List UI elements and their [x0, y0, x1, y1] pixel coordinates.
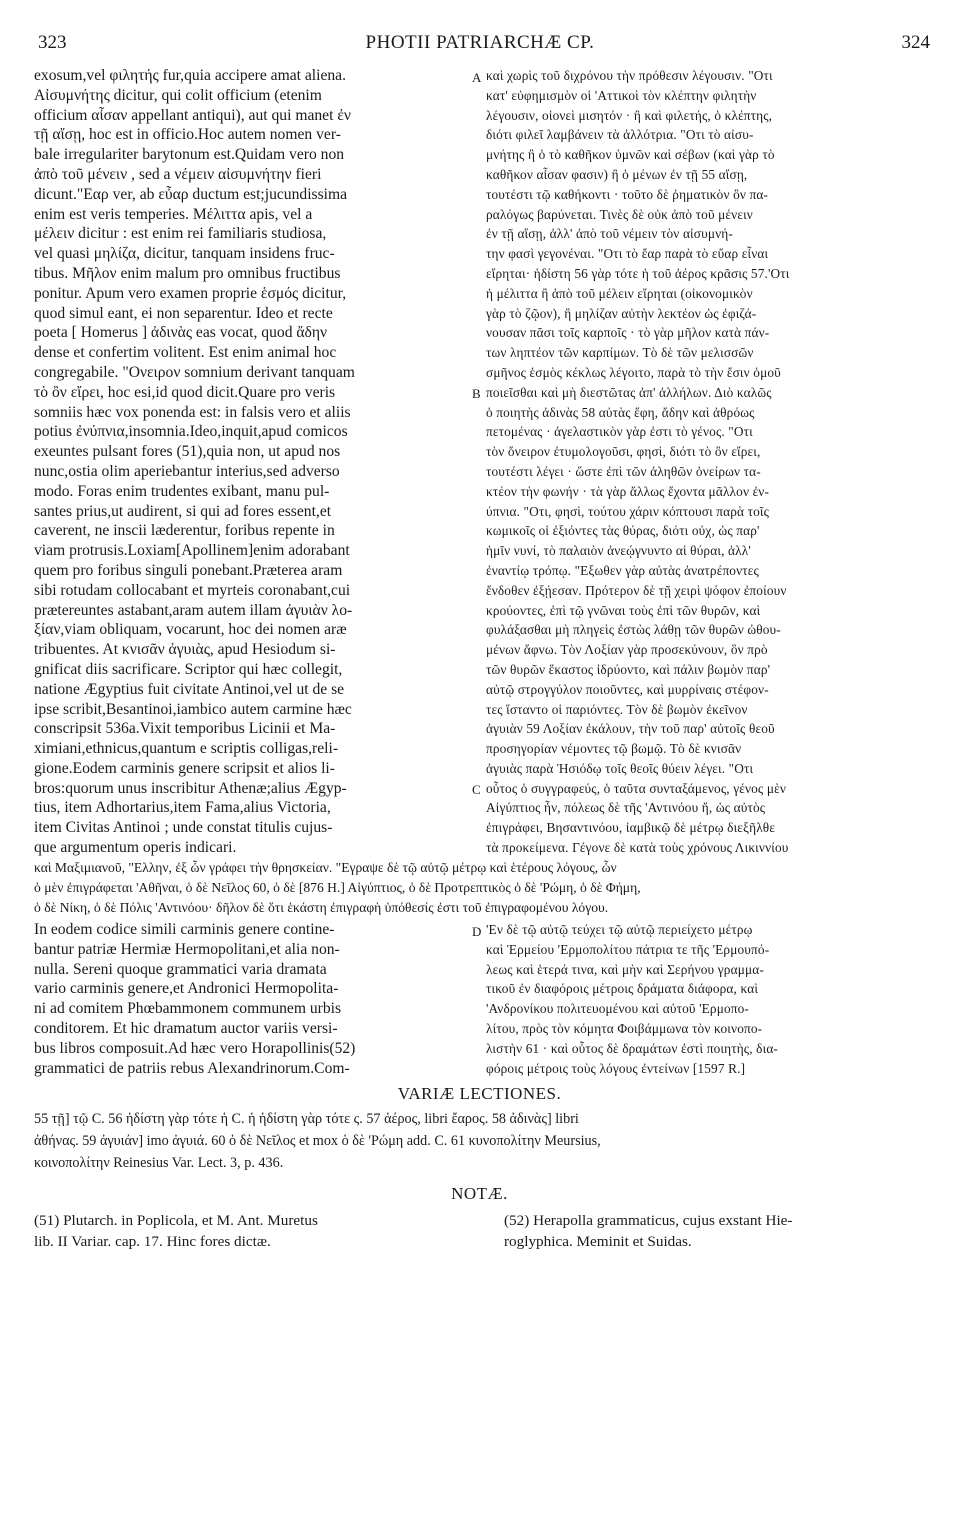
latin-line-6: ἀπὸ τοῦ μένειν , sed a νέμειν αἰσυμνήτην fieri	[34, 165, 322, 183]
greek-line-18: ὁ ποιητὴς ἀδινὰς 58 αὐτὰς ἔφη, ἄδην καὶ ἀθρόως	[486, 404, 755, 420]
latin-line-7: dicunt."Εαρ ver, ab εὖαρ ductum est;jucundissima	[34, 185, 348, 203]
latin-line-12: ponitur. Apum vero examen proprie ἑσμός dicitur,	[34, 284, 347, 302]
greek-line-26: ἐναντίῳ τρόπῳ. "Εξωθεν γὰρ αὐτὰς ἀνατρέποντες	[486, 562, 759, 578]
note-left-line-2: lib. II Variar. cap. 17. Hinc fores dictæ.	[34, 1233, 271, 1250]
greek-bottom-line-4: τικοῦ ἐν διαφόροις μέτροις δράματα διάφορα, καὶ	[486, 981, 759, 997]
latin-line-3: officium αἶσαν appellant antiqui), aut qui manet ἐν	[34, 106, 351, 124]
greek-line-19: πετομένας · ἀγελαστικὸν γὰρ ἐστι τὸ γένος. "Οτι	[486, 424, 753, 440]
latin-line-20: exeuntes pulsant fores (51),quia non, ut apud nos	[34, 443, 341, 461]
full-width-line-2: ὁ μὲν ἐπιγράφεται 'Αθῆναι, ὁ δὲ Νεῖλος 60, ὁ δὲ [876 H.] Αἰγύπτιος, ὁ δὲ Προτρεπτικὸς ὁ δὲ 'Ρώμη, ὁ δὲ Φήμη,	[34, 880, 641, 895]
greek-bottom-line-5: 'Ανδρονίκου πολιτευομένου καὶ αὐτοῦ 'Ερμοπο-	[486, 1001, 750, 1017]
greek-column-top	[486, 66, 926, 858]
greek-line-17: ποιεῖσθαι καὶ μὴ διεστῶτας ἀπ' ἀλλήλων. Διὸ καλῶς	[486, 384, 772, 400]
note-right	[504, 1210, 926, 1252]
latin-line-29: ξίαν,viam obliquam, vocarunt, hoc dei nomen aræ	[34, 621, 347, 639]
greek-line-25: ἡμῖν νυνί, τὸ παλαιὸν ἀνεῴγνυντο αἱ θύραι, ἀλλ'	[486, 543, 751, 559]
greek-line-31: τῶν θυρῶν ἕκαστος ἱδρύοντο, καὶ πάλιν βωμὸν παρ'	[486, 661, 771, 677]
greek-bottom-line-8: φόροις μέτροις τοὺς λόγους ἐντείνων [1597 R.]	[486, 1060, 746, 1076]
latin-line-36: gione.Eodem carminis genere scripsit et alios li-	[34, 759, 335, 777]
latin-bottom-line-3: nulla. Sereni quoque grammatici varia dramata	[34, 960, 327, 978]
section-marker-a: A	[472, 70, 482, 85]
section-marker-d: D	[472, 924, 482, 939]
full-width-greek	[34, 858, 926, 918]
greek-line-16: σμῆνος ἑσμὸς κέκλως λέγοιτο, παρὰ τὸ τὴν ἔσιν ὁμοῦ	[486, 364, 781, 380]
greek-line-37: οὗτος ὁ συγγραφεύς, ὁ ταῦτα συνταξάμενος, γένος μὲν	[486, 780, 786, 796]
latin-line-11: tibus. Μῆλον enim malum pro omnibus fructibus	[34, 264, 341, 282]
greek-line-36: ἀγυιὰς παρὰ Ἡσιόδῳ τοῖς θεοῖς θύειν λέγει. "Οτι	[486, 760, 754, 776]
greek-line-28: κρούοντες, ἐπὶ τῷ γνῶναι τοὺς ἐπὶ τῶν θυρῶν, καὶ	[486, 602, 761, 618]
latin-line-28: prætereuntes astabant,aram autem illam ἀγυιὰν λο-	[34, 601, 353, 619]
greek-line-7: τουτέστι τῷ καθήκοντι · τοῦτο δὲ ῥηματικὸν ὂν πα-	[486, 186, 769, 202]
greek-line-32: αὐτῷ στρογγύλον ποιοῦντες, καὶ μυρρίναις στέφον-	[486, 681, 769, 697]
variae-line-3: κοινοπολίτην Reinesius Var. Lect. 3, p. 436.	[34, 1155, 284, 1171]
latin-line-40: que argumentum operis indicari.	[34, 839, 237, 857]
section-marker-b: B	[472, 386, 481, 401]
latin-line-25: viam protrusis.Loxiam[Apollinem]enim adorabant	[34, 542, 350, 560]
latin-line-39: item Civitas Antinoi ; unde constat titulis cujus-	[34, 819, 333, 837]
variae-line-2: ἀθήνας. 59 ἀγυιάν] imo ἀγυιά. 60 ὁ δὲ Νεῖλος et mox ὁ δὲ 'Ρώμη add. C. 61 κυνοπολίτην Meursius,	[34, 1133, 601, 1149]
latin-line-27: sibi rotudam collocabant et myrteis coronabant,cui	[34, 581, 351, 599]
latin-line-15: dense et confertim volitent. Est enim animal hoc	[34, 344, 337, 362]
latin-line-17: τὸ ὂν εἴρει, hoc esi,id quod dicit.Quare pro veris	[34, 383, 336, 401]
latin-bottom-line-1: In eodem codice simili carminis genere contine-	[34, 921, 335, 938]
greek-line-23: ύπνια. "Οτι, φησὶ, τούτου χάριν κόπτουσι παρὰ τοῖς	[486, 503, 770, 519]
greek-line-1: καὶ χωρὶς τοῦ διχρόνου τὴν πρόθεσιν λέγουσιν. "Οτι	[486, 68, 773, 83]
greek-line-24: κωμικοῖς οἱ ἐξιόντες τὰς θύρας, διότι οὐχ, ὡς παρ'	[486, 523, 760, 539]
greek-line-4: διότι φιλεῖ λαμβάνειν τὰ ἀλλότρια. "Οτι τὸ αἰσυ-	[486, 127, 754, 143]
latin-bottom-line-7: bus libros composuit.Ad hæc vero Horapollinis(52)	[34, 1039, 356, 1057]
latin-line-2: Αἰσυμνήτης dicitur, qui colit officium (etenim	[34, 86, 322, 104]
latin-line-1: exosum,vel φιλητής fur,quia accipere amat aliena.	[34, 67, 346, 84]
latin-line-24: caverent, ne inscii læderentur, foribus repente in	[34, 522, 335, 540]
greek-line-30: μένων ἄφνω. Τὸν Λοξίαν γὰρ προσεκύνουν, ὃν πρὸ	[486, 642, 768, 658]
greek-line-2: κατ' εὐφημισμὸν οἱ 'Αττικοὶ τὸν κλέπτην φιλητὴν	[486, 87, 757, 103]
notae-title: NOTÆ.	[451, 1184, 508, 1203]
greek-line-38: Αἰγύπτιος ἦν, πόλεως δὲ τῆς 'Αντινόου ἤ, ὡς αὐτὸς	[486, 800, 766, 816]
note-right-line-2: roglyphica. Meminit et Suidas.	[504, 1233, 692, 1250]
latin-bottom-line-5: ni ad comitem Phœbammonem communem urbis	[34, 1000, 342, 1018]
latin-line-30: tribuentes. At κνισᾶν ἀγυιὰς, apud Hesiodum si-	[34, 641, 336, 659]
latin-line-22: modo. Foras enim trudentes exibant, manu pul-	[34, 482, 330, 500]
greek-bottom-line-6: λίτου, πρὸς τὸν κόμητα Φοιβάμμωνα τὸν κοινοπο-	[486, 1020, 763, 1036]
section-marker-c: C	[472, 782, 481, 797]
latin-line-23: santes prius,ut audirent, si qui ad fores essent,et	[34, 502, 332, 520]
latin-bottom-line-4: vario carminis genere,et Andronici Hermopolita-	[34, 980, 339, 998]
latin-line-34: conscripsit 536a.Vixit temporibus Licinii et Ma-	[34, 720, 336, 738]
greek-column-bottom	[486, 920, 926, 1078]
note-right-line-1: (52) Herapolla grammaticus, cujus exstant Hie-	[504, 1212, 793, 1229]
latin-bottom-line-2: bantur patriæ Hermiæ Hermopolitani,et alia non-	[34, 940, 340, 958]
greek-line-8: ραλόγως βαρύνεται. Τινὲς δὲ οὐκ ἀπὸ τοῦ μένειν	[486, 206, 753, 222]
greek-line-29: φυλάξασθαι μὴ πληγεὶς ἐστὼς λάθῃ τῶν θυρῶν ὠθου-	[486, 622, 781, 638]
latin-line-10: vel quasi μηλίζα, dicitur, tanquam insidens fruc-	[34, 245, 335, 263]
latin-line-31: gnificat diis sacrificare. Scriptor qui hæc collegit,	[34, 660, 343, 678]
latin-line-8: enim est veris temperies. Μέλιττα apis, vel a	[34, 205, 313, 223]
variae-lectiones-title: VARIÆ LECTIONES.	[397, 1084, 562, 1103]
latin-line-21: nunc,ostia olim aperiebantur interius,sed adverso	[34, 462, 340, 480]
greek-line-14: νουσαν πᾶσι τοῖς καρποῖς · τὸ γὰρ μῆλον κατὰ πάν-	[486, 325, 770, 341]
running-title: PHOTII PATRIARCHÆ CP.	[365, 32, 595, 53]
latin-line-37: bros:quorum unus inscribitur Athenæ;alius Ægyp-	[34, 779, 347, 797]
greek-bottom-line-1: 'Εν δὲ τῷ αὐτῷ τεύχει τῷ αὐτῷ περιείχετο μέτρῳ	[486, 922, 753, 937]
greek-line-3: λέγουσιν, οἱονεὶ μισητόν · ἢ καὶ φιλετής, ὁ κλέπτης,	[486, 107, 773, 123]
latin-line-32: natione Ægyptius fuit civitate Antinoi,vel ut de se	[34, 680, 345, 698]
page-number-left: 323	[38, 32, 67, 53]
full-width-line-1: καὶ Μαξιμιανοῦ, "Ελλην, ἐξ ὧν γράφει τὴν θρησκείαν. "Εγραψε δὲ τῷ αὐτῷ μέτρῳ καὶ ἑτέρους λόγους, ὧν	[34, 860, 617, 875]
latin-column-top	[34, 66, 470, 858]
greek-line-13: γὰρ τὸ ζῷον), ἢ μηλίζαν αὐτὴν λεκτέον ὡς ἐφιζά-	[486, 305, 757, 321]
page-number-right: 324	[901, 32, 930, 53]
latin-bottom-line-8: grammatici de patriis rebus Alexandrinorum.Com-	[34, 1059, 350, 1077]
running-header	[30, 32, 930, 58]
greek-line-33: τες ἵσταντο οἱ παριόντες. Τὸν δὲ βωμὸν ἐκεῖνον	[486, 701, 748, 717]
latin-line-18: somniis hæc vox ponenda est: in falsis vero et aliis	[34, 403, 351, 421]
latin-line-4: τῇ αἴσῃ, hoc est in officio.Hoc autem nomen ver-	[34, 126, 341, 144]
latin-line-9: μέλειν dicitur : est enim rei familiaris studiosa,	[34, 225, 327, 243]
greek-line-22: κτέον τὴν φωνήν · τὰ γὰρ ἄλλως ἔχοντα μᾶλλον ἐν-	[486, 483, 770, 499]
variae-lectiones-lines	[34, 1108, 926, 1174]
greek-line-34: ἀγυιὰν 59 Λοξίαν ἐκάλουν, τὴν τοῦ παρ' αὐτοῖς θεοῦ	[486, 721, 775, 737]
latin-line-13: quod simul eant, ei non separentur. Ideo et recte	[34, 304, 333, 322]
latin-line-5: bale irregulariter barytonum est.Quidam vero non	[34, 146, 345, 164]
greek-line-11: εἴρηται· ἡδίστη 56 γὰρ τότε ἡ τοῦ ἀέρος κρᾶσις 57.'Οτι	[486, 265, 790, 281]
full-width-line-3: ὁ δὲ Νίκη, ὁ δὲ Πόλις 'Αντινόου· δῆλον δὲ ὅτι ἑκάστη ἐπιγραφὴ ὑπόθεσίς ἐστι τοῦ ἐπιγραφομένου λόγου.	[34, 900, 609, 915]
note-left	[34, 1210, 470, 1252]
greek-line-5: μνήτης ἢ ὁ τὸ καθῆκον ὑμνῶν καὶ σέβων (καὶ γὰρ τὸ	[486, 147, 775, 163]
latin-line-19: potius ἐνύπνια,insomnia.Ideo,inquit,apud comicos	[34, 423, 348, 441]
greek-line-15: των ληπτέον τῶν καρπίμων. Τὸ δὲ τῶν μελισσῶν	[486, 345, 754, 361]
note-left-line-1: (51) Plutarch. in Poplicola, et M. Ant. Muretus	[34, 1212, 318, 1229]
latin-column-bottom	[34, 920, 470, 1078]
latin-bottom-line-6: conditorem. Et hic dramatum auctor variis versi-	[34, 1019, 338, 1037]
latin-line-26: quem pro foribus singuli ponebant.Præterea aram	[34, 561, 343, 579]
greek-line-35: προσηγορίαν νέμοντες τῷ βωμῷ. Τὸ δὲ κνισᾶν	[486, 741, 742, 757]
greek-line-27: ἔνδοθεν ἐξῄεσαν. Πρότερον δὲ τῇ χειρὶ ψόφον ἐποίουν	[486, 582, 787, 598]
greek-bottom-line-3: λεως καὶ ἑτερά τινα, καὶ μὴν καὶ Σερήνου γραμμα-	[486, 961, 764, 977]
latin-line-33: ipse scribit,Besantinoi,iambico autem carmine hæc	[34, 700, 352, 718]
greek-line-40: τὰ προκείμενα. Γέγονε δὲ κατὰ τοὺς χρόνους Λικιννίου	[486, 840, 789, 856]
greek-line-20: τὸν ὄνειρον ἐτυμολογοῦσι, φησὶ, διότι τὸ ὂν εἴρει,	[486, 444, 761, 460]
greek-line-10: την φασὶ γεγονέναι. "Οτι τὸ ἔαρ παρὰ τὸ εὔαρ εἶναι	[486, 246, 769, 262]
variae-line-1: 55 τῇ] τῷ C. 56 ἡδίστη γὰρ τότε ἡ C. ἡ ἡδίστη γὰρ τότε ς. 57 ἀέρος, libri ἔαρος. 58 ἀδινὰς] libri	[34, 1111, 579, 1127]
greek-line-39: ἐπιγράφει, Βησαντινόου, ἰαμβικῷ δὲ μέτρῳ διεξῆλθε	[486, 820, 776, 836]
latin-line-38: tius, item Adhortarius,item Fama,alius Victoria,	[34, 799, 331, 817]
greek-line-21: τουτέστι λέγει · ὥστε ἐπὶ τῶν ἀληθῶν ὀνείρων τα-	[486, 463, 761, 479]
greek-bottom-line-7: λιστὴν 61 · καὶ οὗτος δὲ δραμάτων ἐστὶ ποιητὴς, δια-	[486, 1040, 779, 1056]
latin-line-35: ximiani,ethnicus,quantum e scriptis colligas,reli-	[34, 740, 339, 758]
greek-line-6: καθῆκον αἶσαν φασιν) ἢ ὁ μένων ἐν τῇ 55 αἴσῃ,	[486, 166, 748, 182]
greek-line-12: ἡ μέλιττα ἢ ἀπὸ τοῦ μέλειν εἴρηται (οἰκονομικὸν	[486, 285, 753, 301]
greek-line-9: ἐν τῇ αἴσῃ, ἀλλ' ἀπὸ τοῦ νέμειν τὸν αἰσυμνή-	[486, 226, 733, 242]
latin-line-16: congregabile. "Ονειρον somnium derivant tanquam	[34, 363, 355, 381]
greek-bottom-line-2: καὶ Ἑρμείου 'Ερμοπολίτου πάτρια τε τῆς 'Ερμουπό-	[486, 941, 770, 957]
latin-line-14: poeta [ Homerus ] ἀδινὰς eas vocat, quod ἄδην	[34, 324, 328, 342]
